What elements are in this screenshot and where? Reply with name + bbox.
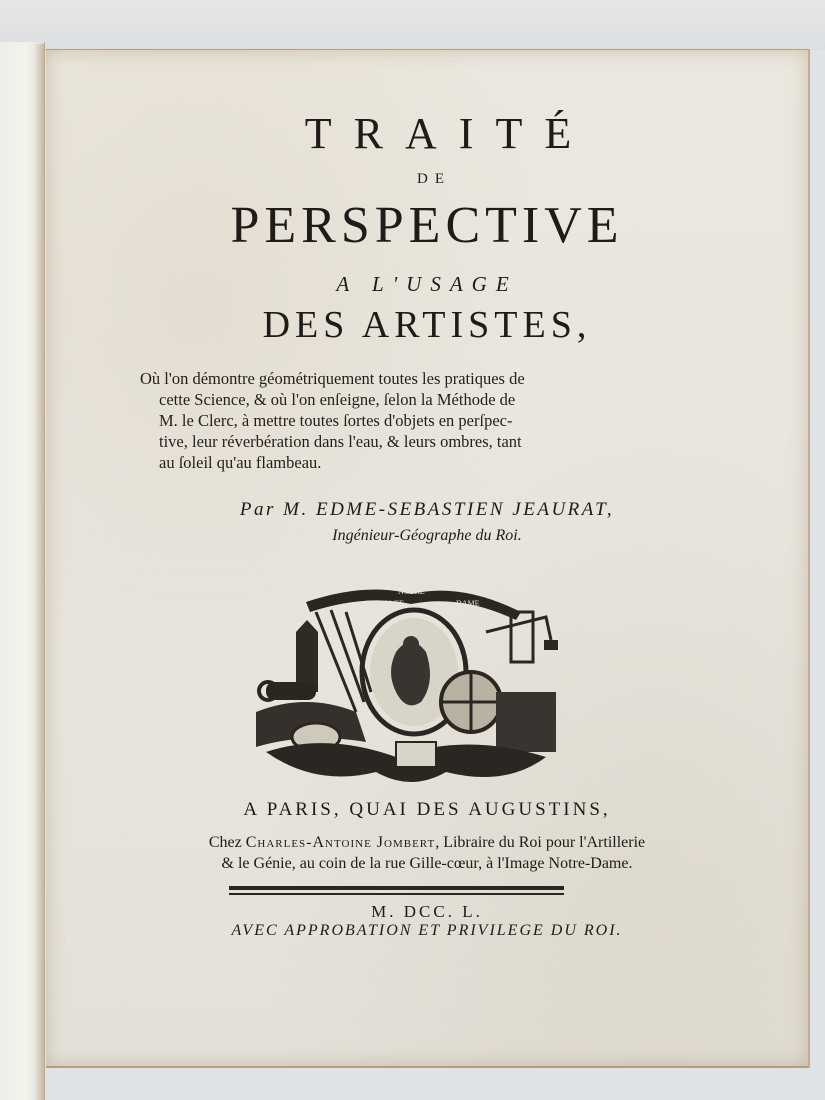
engraved-vignette-icon <box>246 572 576 792</box>
publication-date: M. DCC. L. <box>371 902 483 921</box>
svg-text:NOTRE: NOTRE <box>398 587 425 596</box>
imprint-publisher-line2: & le Génie, au coin de la rue Gille-cœur, à l'Image Notre-Dame. <box>221 855 633 872</box>
description-line: Où l'on démontre géométriquement toutes les pratiques de <box>140 369 525 388</box>
approbation-line: AVEC APPROBATION ET PRIVILEGE DU ROI. <box>231 922 623 939</box>
description-line: tive, leur réverbération dans l'eau, & leurs ombres, tant <box>159 432 522 451</box>
imprint-suffix: , Libraire du Roi pour l'Artillerie <box>435 834 646 851</box>
gutter-shadow <box>34 44 44 1100</box>
title-des-artistes: DES ARTISTES, <box>262 304 592 346</box>
svg-text:DAME: DAME <box>456 599 480 608</box>
description-line: M. le Clerc, à mettre toutes ſortes d'objets en perſpec- <box>159 411 513 430</box>
title-page <box>46 49 810 1068</box>
imprint-prefix: Chez <box>208 834 242 851</box>
title-traite: TRAITÉ <box>304 109 594 158</box>
author-line: Par M. EDME-SEBASTIEN JEAURAT, <box>239 499 615 520</box>
background <box>0 0 825 50</box>
title-a-lusage: A L'USAGE <box>336 272 518 296</box>
imprint-publisher-name: Charles-Antoine Jombert <box>245 834 436 851</box>
title-de: DE <box>417 171 451 187</box>
title-perspective: PERSPECTIVE <box>230 197 624 254</box>
description-line: au ſoleil qu'au flambeau. <box>159 453 322 472</box>
author-role: Ingénieur-Géographe du Roi. <box>332 527 522 544</box>
double-rule-thick <box>229 886 564 890</box>
imprint-place: A PARIS, QUAI DES AUGUSTINS, <box>243 799 611 820</box>
description-line: cette Science, & où l'on enſeigne, ſelon la Méthode de <box>159 390 516 409</box>
description-paragraph <box>140 368 665 473</box>
double-rule-thin <box>229 893 564 895</box>
svg-text:A L'IMAGE: A L'IMAGE <box>364 599 404 608</box>
imprint-publisher-line1 <box>46 834 808 852</box>
